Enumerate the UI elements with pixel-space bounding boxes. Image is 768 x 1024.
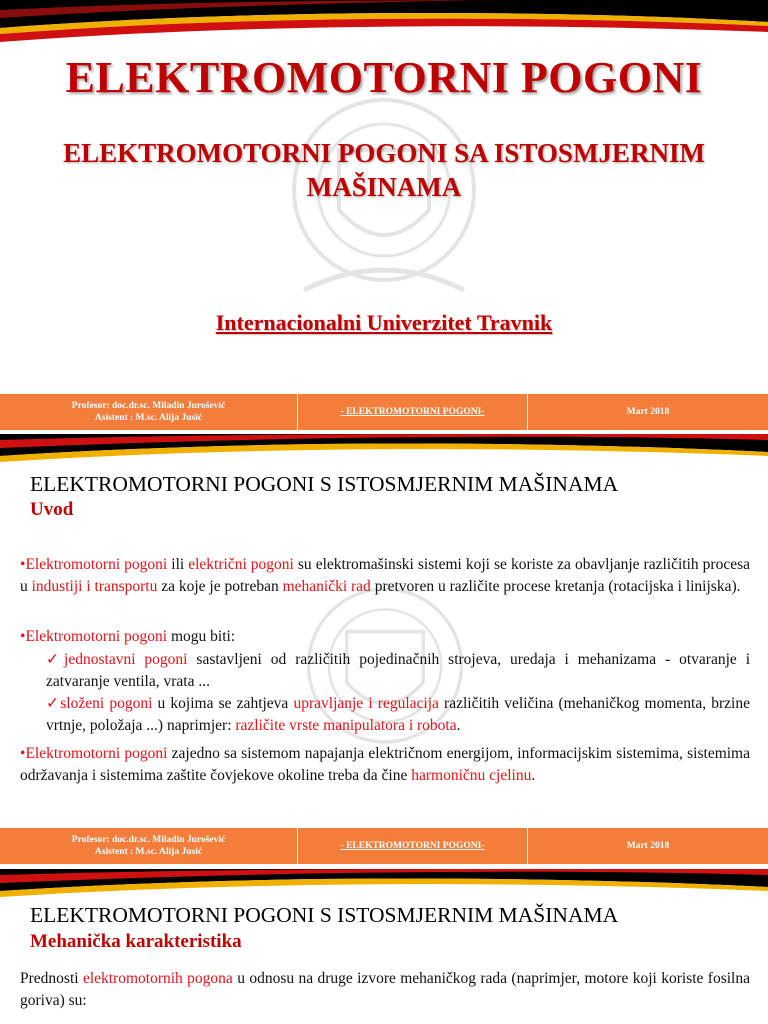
header-swoosh (0, 869, 768, 899)
footer-authors (0, 394, 298, 430)
footer-professor: Profesor: doc.dr.sc. Miladin Jurošević (71, 401, 226, 411)
bullet: • (20, 628, 26, 645)
text: Prednosti (20, 970, 83, 987)
main-title: ELEKTROMOTORNI POGONI (65, 53, 703, 102)
highlight: upravljanje i regulacija (293, 695, 439, 712)
bullet: • (20, 556, 26, 573)
slide-subtitle-text: Uvod (30, 499, 74, 520)
text: mogu biti: (167, 628, 236, 645)
paragraph-advantages (20, 968, 750, 1011)
checkmark-icon: ✓ (46, 695, 61, 712)
text: u odnosu na druge izvore mehaničkog rada (naprimjer, motore koji koriste fosilna goriva) su: (20, 970, 750, 1009)
highlight: različite vrste manipulatora i robota (235, 716, 457, 734)
text: . (531, 766, 536, 784)
slide-uvod (0, 434, 768, 867)
highlight: složeni pogoni (60, 695, 153, 712)
slide-footer (0, 828, 768, 864)
slide-subtitle-text: Mehanička karakteristika (30, 931, 242, 952)
text: . (456, 716, 461, 734)
footer-course: - ELEKTROMOTORNI POGONI- (298, 828, 528, 864)
slide-mehanicka (0, 869, 768, 1024)
highlight: jednostavni pogoni (64, 651, 188, 668)
paragraph-simple-drives (46, 649, 750, 692)
text: različitih veličina (mehaničkog momenta, brzine vrtnje, položaja ...) naprimjer: (46, 695, 750, 734)
text: pretvoren u različite procese kretanja (rotacijska i linijska). (370, 577, 741, 595)
paragraph-types (20, 626, 750, 648)
footer-authors (0, 828, 298, 864)
slide-title-text: ELEKTROMOTORNI POGONI S ISTOSMJERNIM MAŠINAMA (30, 472, 619, 496)
header-swoosh (0, 0, 768, 50)
paragraph-harmony (20, 743, 750, 786)
highlight: mehanički rad (282, 577, 371, 595)
footer-assistant: Asistent : M.sc. Alija Jusić (94, 413, 203, 423)
slide-title (0, 0, 768, 432)
footer-date: Mart 2018 (528, 828, 768, 864)
text: ili (167, 556, 189, 573)
highlight: Elektromotorni pogoni (25, 556, 168, 573)
text: su elektromašinski sistemi koji se koriste za obavljanje različitih procesa u (20, 556, 750, 595)
text: za koje je potreban (157, 577, 283, 595)
highlight: Elektromotorni pogoni (25, 628, 168, 645)
slide-title-text: ELEKTROMOTORNI POGONI S ISTOSMJERNIM MAŠINAMA (30, 903, 619, 927)
paragraph-intro (20, 554, 750, 597)
footer-date: Mart 2018 (528, 394, 768, 430)
header-swoosh (0, 434, 768, 464)
footer-assistant: Asistent : M.sc. Alija Jusić (94, 847, 203, 857)
highlight: industiji i transportu (31, 577, 158, 595)
highlight: električni pogoni (188, 556, 294, 573)
text: u kojima se zahtjeva (152, 695, 294, 712)
footer-course: - ELEKTROMOTORNI POGONI- (298, 394, 528, 430)
highlight: elektromotornih pogona (82, 970, 233, 987)
paragraph-complex-drives (46, 693, 750, 736)
slide-footer (0, 394, 768, 430)
text: zajedno sa sistemom napajanja električnom energijom, informacijskim sistemima, sistemima održavanja i sistemima zaštite čovjekove okoline treba da čine (20, 745, 750, 784)
footer-professor: Profesor: doc.dr.sc. Miladin Jurošević (71, 835, 226, 845)
checkmark-icon: ✓ (46, 651, 65, 668)
highlight: Elektromotorni pogoni (25, 745, 168, 762)
university-name: Internacionalni Univerzitet Travnik (215, 310, 553, 335)
main-subtitle: ELEKTROMOTORNI POGONI SA ISTOSMJERNIM MAŠINAMA (63, 138, 705, 202)
text: sastavljeni od različitih pojedinačnih strojeva, uredaja i mehanizama - otvaranje i zatvaranje ventila, vrata ... (46, 651, 750, 690)
highlight: harmoničnu cjelinu (411, 766, 532, 784)
bullet: • (20, 745, 26, 762)
